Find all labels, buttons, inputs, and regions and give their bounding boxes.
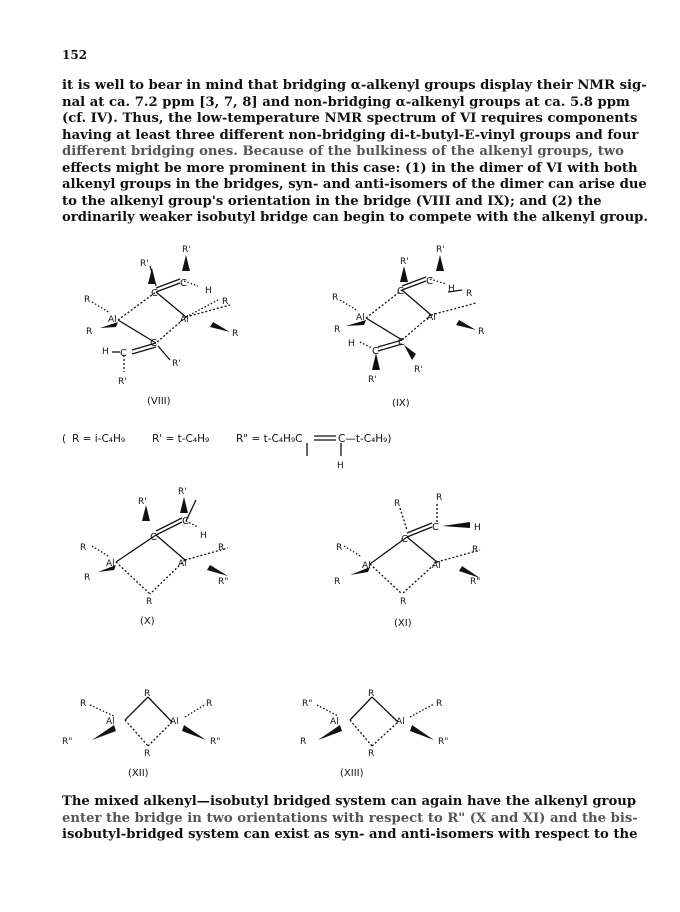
atom-label: R'	[368, 375, 377, 385]
atom-label: Al	[170, 717, 179, 727]
atom-label: R	[232, 329, 239, 339]
caption-viii: (VIII)	[147, 396, 171, 407]
atom-label: Al	[178, 559, 187, 569]
atom-label: R'	[182, 245, 191, 255]
definition-r-double-prime: R" = t-C₄H₉C	[236, 433, 303, 445]
atom-label: R"	[62, 737, 73, 747]
atom-label: C	[150, 532, 157, 543]
atom-label: R	[84, 573, 91, 583]
text-line: The mixed alkenyl—isobutyl bridged system can again have the alkenyl group	[62, 794, 637, 809]
text-line: it is well to bear in mind that bridging α-alkenyl groups display their NMR sig-	[62, 78, 647, 93]
caption-xii: (XII)	[128, 768, 149, 779]
atom-label: Al	[362, 561, 371, 571]
atom-label: R	[300, 737, 307, 747]
atom-label: C	[398, 337, 405, 348]
atom-label: C	[426, 276, 433, 287]
atom-label: C	[150, 338, 157, 349]
labels-xi	[334, 493, 481, 629]
atom-label: R	[144, 689, 151, 699]
atom-label: H	[200, 531, 207, 541]
atom-label: R	[218, 543, 225, 553]
structure-x	[92, 500, 228, 594]
text-line: (cf. IV). Thus, the low-temperature NMR spectrum of VI requires components	[62, 111, 638, 126]
text-line: nal at ca. 7.2 ppm [3, 7, 8] and non-bridging α-alkenyl groups at ca. 5.8 ppm	[62, 94, 630, 110]
atom-label: Al	[180, 315, 189, 325]
text-line: having at least three different non-bridging di-t-butyl-E-vinyl groups and four	[62, 127, 639, 143]
labels-ix	[332, 245, 484, 409]
substituent-definition	[62, 433, 391, 471]
atom-label: R	[206, 699, 213, 709]
atom-label: C	[182, 516, 189, 527]
atom-label: R	[334, 577, 341, 587]
atom-label: R	[368, 689, 375, 699]
structure-xi	[344, 504, 480, 594]
atom-label: R	[80, 543, 87, 553]
atom-label: R'	[172, 359, 181, 369]
atom-label: R	[84, 295, 91, 305]
atom-label: C	[120, 348, 127, 359]
text-line: isobutyl-bridged system can exist as syn- and anti-isomers with respect to the	[62, 827, 638, 842]
atom-label: R	[400, 597, 407, 607]
bottom-paragraph	[62, 794, 638, 844]
atom-label: C	[372, 346, 379, 357]
caption-xiii: (XIII)	[340, 768, 364, 779]
definition-bonds	[307, 436, 341, 456]
atom-label: R'	[414, 365, 423, 375]
text-line: to the alkenyl group's orientation in the bridge (VIII and IX); and (2) the	[62, 193, 602, 209]
page-number: 152	[62, 48, 88, 62]
atom-label: R	[332, 293, 339, 303]
atom-label: R"	[302, 699, 313, 709]
atom-label: R	[478, 327, 485, 337]
caption-ix: (IX)	[392, 398, 410, 409]
atom-label: H	[448, 284, 455, 294]
atom-label: R	[334, 325, 341, 335]
caption-xi: (XI)	[394, 618, 412, 629]
labels-x	[80, 487, 228, 627]
atom-label: R	[144, 749, 151, 759]
atom-label: R'	[436, 245, 445, 255]
atom-label: R"	[218, 577, 229, 587]
atom-label: R"	[438, 737, 449, 747]
atom-label: R	[436, 493, 443, 503]
atom-label: Al	[106, 717, 115, 727]
atom-label: R	[222, 297, 229, 307]
labels-xiii	[300, 689, 448, 779]
atom-label: Al	[106, 559, 115, 569]
atom-label: R"	[470, 577, 481, 587]
atom-label: H	[474, 523, 481, 533]
text-line: different bridging ones. Because of the bulkiness of the alkenyl groups, two	[62, 144, 624, 159]
definition-tail: C—t-C₄H₉)	[338, 433, 392, 445]
atom-label: R	[336, 543, 343, 553]
atom-label: R	[368, 749, 375, 759]
text-line: effects might be more prominent in this case: (1) in the dimer of VI with both	[62, 160, 638, 176]
atom-label: R	[394, 499, 401, 509]
atom-label: R	[472, 545, 479, 555]
atom-label: H	[348, 339, 355, 349]
atom-label: Al	[396, 717, 405, 727]
atom-label: C	[151, 288, 158, 299]
atom-label: R	[466, 289, 473, 299]
atom-label: R"	[210, 737, 221, 747]
definition-open: (	[62, 433, 67, 445]
atom-label: C	[180, 278, 187, 289]
atom-label: R	[80, 699, 87, 709]
definition-r-prime: R' = t-C₄H₉	[152, 433, 210, 445]
text-line: alkenyl groups in the bridges, syn- and anti-isomers of the dimer can arise due	[62, 177, 647, 192]
atom-label: Al	[432, 561, 441, 571]
atom-label: R'	[178, 487, 187, 497]
atom-label: C	[397, 286, 404, 297]
atom-label: H	[205, 286, 212, 296]
atom-label: R'	[400, 257, 409, 267]
definition-r: R = i-C₄H₉	[72, 433, 126, 445]
atom-label: R'	[118, 377, 127, 387]
text-line: enter the bridge in two orientations with respect to R" (X and XI) and the bis-	[62, 810, 638, 826]
atom-label: R	[146, 597, 153, 607]
atom-label: Al	[427, 313, 436, 323]
atom-label: C	[432, 522, 439, 533]
atom-label: C	[401, 534, 408, 545]
caption-x: (X)	[140, 616, 155, 627]
text-line: ordinarily weaker isobutyl bridge can begin to compete with the alkenyl group.	[62, 210, 648, 225]
atom-label: R'	[138, 497, 147, 507]
definition-h: H	[337, 461, 344, 471]
atom-label: H	[102, 347, 109, 357]
atom-label: Al	[356, 313, 365, 323]
atom-label: R'	[140, 259, 149, 269]
atom-label: R	[436, 699, 443, 709]
atom-label: Al	[108, 315, 117, 325]
atom-label: Al	[330, 717, 339, 727]
atom-label: R	[86, 327, 93, 337]
